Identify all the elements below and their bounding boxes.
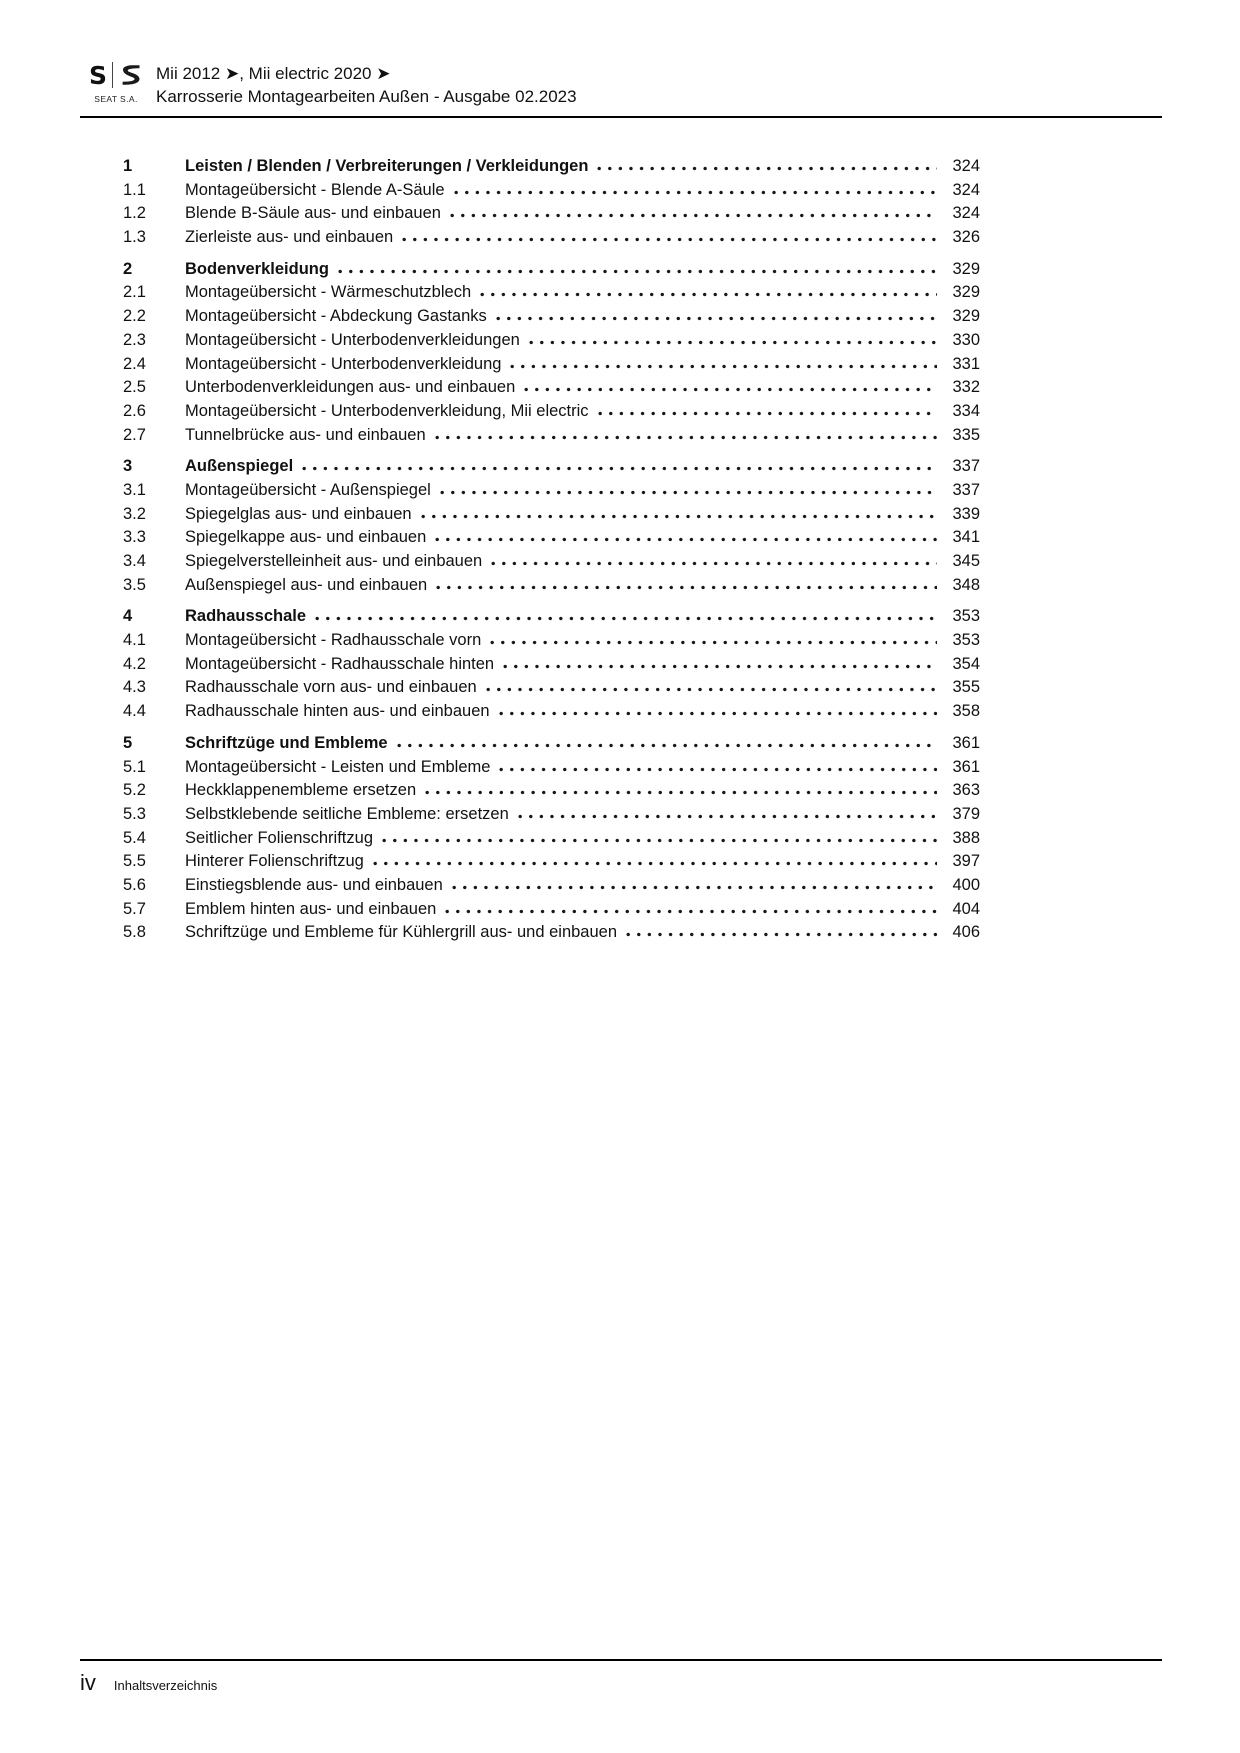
toc-entry-title: Heckklappenembleme ersetzen	[185, 781, 417, 800]
toc-entry-page: 358	[952, 702, 980, 721]
toc-row	[123, 204, 980, 228]
page-header	[80, 58, 1162, 108]
toc-row	[123, 678, 980, 702]
toc-entry-title: Spiegelverstelleinheit aus- und einbauen	[185, 552, 483, 570]
toc-row	[123, 781, 980, 805]
toc-row	[123, 426, 980, 450]
dot-leader	[397, 743, 937, 748]
toc-row	[123, 900, 980, 924]
toc-entry-number: 1.2	[123, 204, 146, 223]
toc-row	[123, 402, 980, 426]
toc-entry-page: 345	[952, 552, 980, 570]
toc-entry-number: 3.5	[123, 575, 146, 594]
toc-row	[123, 355, 980, 379]
seat-s-logo-icon: S	[88, 60, 106, 90]
toc-entry-number: 4.1	[123, 631, 146, 650]
toc-entry-title: Unterbodenverkleidungen aus- und einbauen	[185, 378, 516, 397]
toc-row	[123, 505, 980, 529]
toc-entry-number: 2.5	[123, 378, 146, 397]
toc-entry-title: Einstiegsblende aus- und einbauen	[185, 875, 443, 894]
toc-row	[123, 157, 980, 181]
toc-entry-number: 3.1	[123, 480, 146, 499]
toc-row	[123, 228, 980, 252]
dot-leader	[499, 711, 937, 716]
dot-leader	[425, 790, 937, 795]
toc-row	[123, 876, 980, 900]
dot-leader	[598, 411, 937, 416]
toc-row	[123, 734, 980, 758]
toc-row	[123, 829, 980, 853]
toc-entry-title: Seitlicher Folienschriftzug	[185, 828, 373, 847]
toc-entry-number: 4.2	[123, 654, 146, 673]
toc-entry-page: 330	[952, 330, 980, 349]
toc-entry-number: 3.4	[123, 552, 146, 570]
toc-entry-number: 5.4	[123, 828, 146, 847]
toc-row	[123, 260, 980, 284]
dot-leader	[402, 237, 937, 242]
toc-entry-number: 5.5	[123, 852, 146, 871]
toc-entry-page: 361	[952, 733, 980, 752]
toc-row	[123, 307, 980, 331]
toc-entry-number: 3	[123, 457, 133, 476]
dot-leader	[454, 190, 937, 195]
toc-row	[123, 655, 980, 679]
toc-entry-number: 2.7	[123, 425, 146, 444]
dot-leader	[597, 166, 937, 171]
toc-entry-page: 363	[952, 781, 980, 800]
header-model-line: Mii 2012 ➤, Mii electric 2020 ➤	[156, 64, 391, 83]
toc-row	[123, 457, 980, 481]
toc-entry-title: Montageübersicht - Unterbodenverkleidung, Mii electric	[185, 401, 589, 420]
toc-row	[123, 631, 980, 655]
toc-entry-number: 5	[123, 733, 133, 752]
toc-row	[123, 758, 980, 782]
toc-entry-title: Tunnelbrücke aus- und einbauen	[185, 425, 426, 444]
toc-entry-number: 5.1	[123, 757, 146, 776]
toc-entry-title: Außenspiegel	[185, 457, 294, 476]
toc-entry-page: 326	[952, 228, 980, 247]
toc	[123, 157, 980, 947]
toc-row	[123, 181, 980, 205]
toc-entry-title: Radhausschale	[185, 607, 307, 626]
toc-row	[123, 552, 980, 576]
dot-leader	[510, 364, 937, 369]
toc-entry-page: 337	[952, 480, 980, 499]
toc-entry-title: Montageübersicht - Leisten und Embleme	[185, 757, 491, 776]
dot-leader	[421, 514, 937, 519]
toc-entry-page: 339	[952, 504, 980, 523]
toc-entry-page: 348	[952, 575, 980, 594]
toc-entry-number: 3.2	[123, 504, 146, 523]
toc-entry-number: 2.4	[123, 354, 146, 373]
toc-entry-page: 337	[952, 457, 980, 476]
toc-entry-page: 341	[952, 528, 980, 547]
toc-entry-page: 329	[952, 259, 980, 278]
header-title-line: Karrosserie Montagearbeiten Außen - Ausgabe 02.2023	[156, 87, 577, 106]
brand-block	[80, 58, 152, 104]
toc-entry-title: Schriftzüge und Embleme für Kühlergrill aus- und einbauen	[185, 923, 617, 942]
toc-entry-number: 2	[123, 259, 133, 278]
dot-leader	[486, 687, 937, 692]
seat-emblem-icon	[119, 63, 143, 87]
footer-page-number: iv	[80, 1670, 96, 1695]
dot-leader	[529, 340, 937, 345]
toc-entry-page: 329	[952, 283, 980, 302]
dot-leader	[452, 885, 937, 890]
toc-entry-page: 324	[952, 157, 980, 175]
toc-entry-title: Montageübersicht - Außenspiegel	[185, 480, 431, 499]
toc-entry-number: 5.6	[123, 875, 146, 894]
dot-leader	[373, 861, 937, 866]
toc-entry-number: 5.2	[123, 781, 146, 800]
dot-leader	[490, 640, 937, 645]
toc-row	[123, 923, 980, 947]
dot-leader	[496, 316, 937, 321]
toc-row	[123, 702, 980, 726]
toc-entry-page: 355	[952, 678, 980, 697]
toc-entry-title: Montageübersicht - Blende A-Säule	[185, 180, 445, 199]
toc-row	[123, 607, 980, 631]
toc-entry-page: 354	[952, 654, 980, 673]
toc-entry-page: 353	[952, 631, 980, 650]
dot-leader	[382, 838, 937, 843]
footer-section-label: Inhaltsverzeichnis	[113, 1678, 218, 1693]
toc-entry-page: 324	[952, 204, 980, 223]
toc-row	[123, 852, 980, 876]
toc-entry-title: Bodenverkleidung	[185, 259, 329, 278]
brand-divider	[112, 62, 113, 88]
toc-entry-title: Leisten / Blenden / Verbreiterungen / Verkleidungen	[185, 157, 589, 175]
toc-entry-title: Außenspiegel aus- und einbauen	[185, 575, 428, 594]
toc-entry-page: 335	[952, 425, 980, 444]
brand-caption: SEAT S.A.	[94, 94, 138, 104]
toc-entry-page: 361	[952, 757, 980, 776]
dot-leader	[440, 490, 937, 495]
toc-entry-title: Montageübersicht - Unterbodenverkleidungen	[185, 330, 520, 349]
toc-entry-number: 4	[123, 607, 133, 626]
toc-entry-title: Montageübersicht - Unterbodenverkleidung	[185, 354, 502, 373]
toc-entry-title: Montageübersicht - Abdeckung Gastanks	[185, 307, 487, 326]
toc-entry-page: 324	[952, 180, 980, 199]
toc-row	[123, 331, 980, 355]
toc-entry-number: 1	[123, 157, 133, 175]
toc-entry-page: 331	[952, 354, 980, 373]
toc-entry-title: Montageübersicht - Radhausschale hinten	[185, 654, 495, 673]
toc-entry-number: 4.3	[123, 678, 146, 697]
toc-entry-number: 2.2	[123, 307, 146, 326]
dot-leader	[435, 435, 937, 440]
dot-leader	[302, 466, 937, 471]
toc-entry-title: Emblem hinten aus- und einbauen	[185, 899, 437, 918]
toc-entry-page: 334	[952, 401, 980, 420]
dot-leader	[315, 616, 937, 621]
toc-entry-title: Montageübersicht - Wärmeschutzblech	[185, 283, 472, 302]
toc-entry-number: 2.6	[123, 401, 146, 420]
page-footer	[80, 1672, 217, 1694]
toc-entry-title: Spiegelglas aus- und einbauen	[185, 504, 412, 523]
dot-leader	[436, 585, 937, 590]
toc-entry-number: 1.3	[123, 228, 146, 247]
toc-entry-page: 406	[952, 923, 980, 942]
toc-entry-page: 332	[952, 378, 980, 397]
toc-entry-title: Hinterer Folienschriftzug	[185, 852, 364, 871]
toc-entry-page: 388	[952, 828, 980, 847]
toc-row	[123, 283, 980, 307]
toc-entry-number: 2.1	[123, 283, 146, 302]
toc-entry-number: 5.7	[123, 899, 146, 918]
toc-entry-title: Radhausschale hinten aus- und einbauen	[185, 702, 490, 721]
dot-leader	[445, 909, 937, 914]
dot-leader	[518, 814, 937, 819]
dot-leader	[626, 932, 937, 937]
dot-leader	[480, 292, 937, 297]
dot-leader	[450, 213, 937, 218]
toc-entry-page: 404	[952, 899, 980, 918]
dot-leader	[499, 767, 937, 772]
toc-entry-page: 379	[952, 804, 980, 823]
toc-entry-title: Spiegelkappe aus- und einbauen	[185, 528, 427, 547]
header-text	[156, 58, 577, 108]
toc-row	[123, 481, 980, 505]
header-rule	[80, 116, 1162, 118]
toc-entry-number: 1.1	[123, 180, 146, 199]
toc-entry-title: Zierleiste aus- und einbauen	[185, 228, 394, 247]
dot-leader	[435, 537, 937, 542]
dot-leader	[503, 664, 937, 669]
toc-entry-page: 400	[952, 875, 980, 894]
dot-leader	[338, 269, 937, 274]
toc-entry-number: 2.3	[123, 330, 146, 349]
toc-entry-title: Radhausschale vorn aus- und einbauen	[185, 678, 477, 697]
dot-leader	[491, 561, 937, 566]
toc-entry-number: 4.4	[123, 702, 146, 721]
toc-row	[123, 528, 980, 552]
toc-entry-number: 5.3	[123, 804, 146, 823]
toc-entry-title: Montageübersicht - Radhausschale vorn	[185, 631, 482, 650]
toc-row	[123, 576, 980, 600]
toc-entry-title: Blende B-Säule aus- und einbauen	[185, 204, 441, 223]
toc-entry-page: 397	[952, 852, 980, 871]
toc-entry-title: Schriftzüge und Embleme	[185, 733, 388, 752]
toc-entry-title: Selbstklebende seitliche Embleme: ersetzen	[185, 804, 509, 823]
toc-row	[123, 378, 980, 402]
toc-row	[123, 805, 980, 829]
toc-entry-page: 353	[952, 607, 980, 626]
toc-entry-number: 5.8	[123, 923, 146, 942]
dot-leader	[524, 387, 937, 392]
footer-rule	[80, 1659, 1162, 1661]
toc-entry-number: 3.3	[123, 528, 146, 547]
toc-entry-page: 329	[952, 307, 980, 326]
